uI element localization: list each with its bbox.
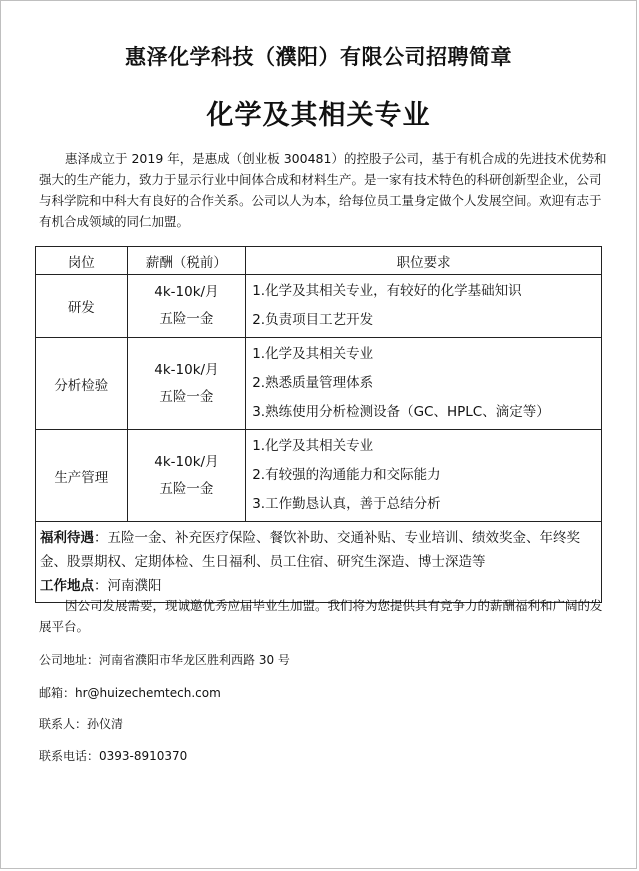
salary-value: 4k-10k/月 — [154, 284, 219, 300]
benefits-line — [40, 526, 597, 574]
header-position: 岗位 — [36, 247, 128, 275]
salary-value: 4k-10k/月 — [154, 361, 219, 378]
intro-paragraph: 惠泽成立于 2019 年，是惠成（创业板 300481）的控股子公司，基于有机合成的先进技术优势和强大的生产能力，致力于显示行业中间体合成和材料生产。是一家有技术特色的科研创新型企业，公司与科学院和中科大有良好的合作关系。公司以人为本，给每位员工量身定做个人发展空间。欢迎有志于有机合成领域的同仁加盟。 — [39, 151, 607, 229]
requirement-item: 1.化学及其相关专业 — [252, 346, 374, 362]
salary-cell — [127, 338, 246, 430]
job-table — [35, 246, 602, 603]
position-cell: 研发 — [36, 275, 128, 338]
header-salary: 薪酬（税前） — [127, 247, 246, 275]
company-title: 惠泽化学科技（濮阳）有限公司招聘简章 — [125, 45, 512, 69]
requirement-item: 1.化学及其相关专业 — [252, 438, 374, 454]
requirement-item: 3.工作勤恳认真，善于总结分析 — [252, 496, 441, 512]
table-row — [36, 430, 602, 522]
benefits-text: ：五险一金、补充医疗保险、餐饮补助、交通补贴、专业培训、绩效奖金、年终奖金、股票期权、定期体检、生日福利、员工住宿、研究生深造、博士深造等 — [40, 530, 580, 570]
position-cell: 生产管理 — [36, 430, 128, 522]
requirement-item: 2.熟悉质量管理体系 — [252, 375, 374, 391]
requirement-item: 2.有较强的沟通能力和交际能力 — [252, 467, 441, 483]
requirement-item: 2.负责项目工艺开发 — [252, 312, 374, 328]
table-row — [36, 338, 602, 430]
requirement-item: 1.化学及其相关专业，有较好的化学基础知识 — [252, 283, 522, 299]
insurance-value: 五险一金 — [159, 480, 214, 497]
contact-person: 联系人：孙仪清 — [39, 717, 124, 731]
benefits-row — [36, 522, 602, 603]
closing-paragraph: 因公司发展需要，现诚邀优秀应届毕业生加盟。我们将为您提供具有竞争力的薪酬福利和广阔的发展平台。 — [39, 598, 603, 634]
location-text: ：河南濮阳 — [94, 578, 162, 594]
contact-email: 邮箱：hr@huizechemtech.com — [39, 686, 221, 700]
benefits-label: 福利待遇 — [40, 530, 94, 546]
requirements-cell — [246, 338, 602, 430]
insurance-value: 五险一金 — [159, 311, 214, 327]
insurance-value: 五险一金 — [159, 388, 214, 405]
salary-cell — [127, 275, 246, 338]
salary-value: 4k-10k/月 — [154, 453, 219, 470]
salary-cell — [127, 430, 246, 522]
requirements-cell — [246, 275, 602, 338]
contact-phone: 联系电话：0393-8910370 — [39, 749, 188, 763]
requirement-item: 3.熟练使用分析检测设备（GC、HPLC、滴定等） — [252, 404, 550, 420]
major-title: 化学及其相关专业 — [206, 100, 431, 131]
position-cell: 分析检验 — [36, 338, 128, 430]
header-requirements: 职位要求 — [246, 247, 602, 275]
location-label: 工作地点 — [40, 578, 94, 594]
table-header-row — [36, 247, 602, 275]
company-address: 公司地址：河南省濮阳市华龙区胜利西路 30 号 — [39, 653, 290, 667]
benefits-cell — [36, 522, 602, 603]
requirements-cell — [246, 430, 602, 522]
table-row — [36, 275, 602, 338]
